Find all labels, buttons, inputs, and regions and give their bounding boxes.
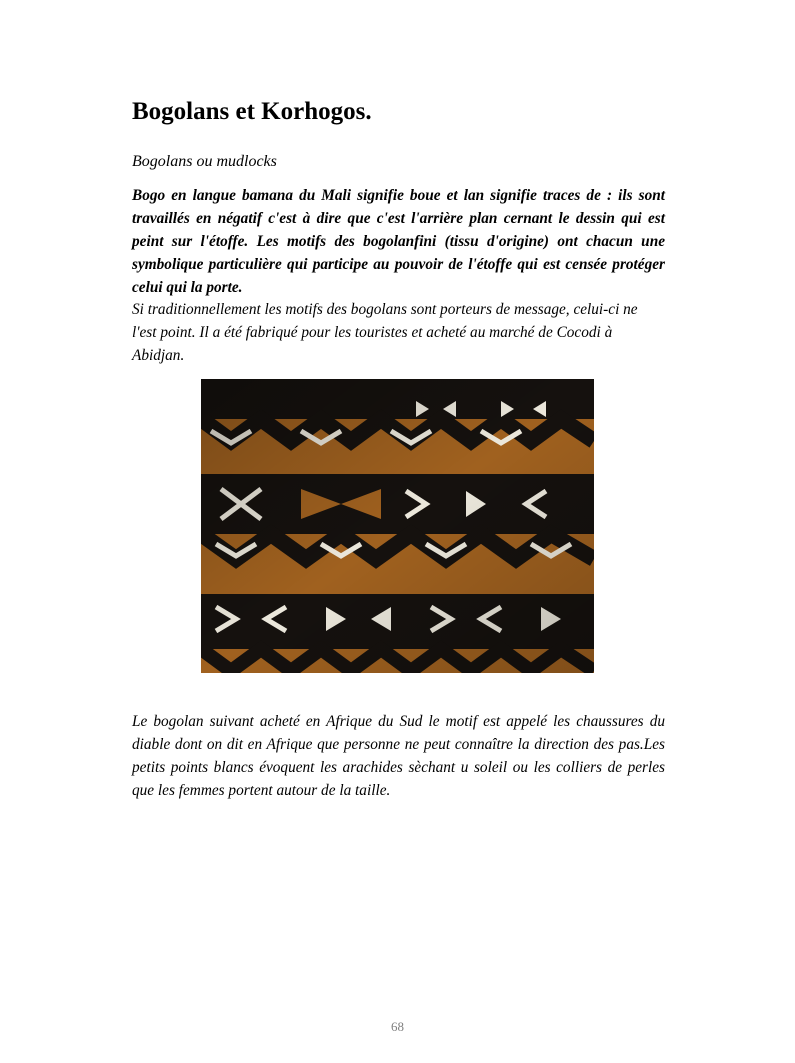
devil-shoes-paragraph: Le bogolan suivant acheté en Afrique du Sud le motif est appelé les chaussures du diable dont on dit en Afrique que personne ne peut connaître la direction des pas.Les petits points blancs évoquent les arachides sèchant u soleil ou les colliers de perles que les femmes portent autour de la taille. [132, 713, 665, 799]
page-number: 68 [391, 1019, 404, 1034]
bogolan-fabric-photo [201, 379, 594, 673]
section-subtitle: Bogolans ou mudlocks [132, 153, 277, 170]
intro-paragraph: Bogo en langue bamana du Mali signifie boue et lan signifie traces de : ils sont travaillés en négatif c'est à dire que c'est l'arrière plan cernant le dessin qui est peint sur l'étoffe. Les motifs des bogolanfini (tissu d'origine) ont chacun une symbolique particulière qui participe au pouvoir de l'étoffe qui est censée protéger celui qui la porte. [132, 187, 665, 296]
page-title: Bogolans et Korhogos. [132, 98, 372, 125]
tourist-paragraph: Si traditionnellement les motifs des bogolans sont porteurs de message, celui-ci ne l'est point. Il a été fabriqué pour les touristes et acheté au marché de Cocodi à Abidjan. [132, 301, 638, 364]
